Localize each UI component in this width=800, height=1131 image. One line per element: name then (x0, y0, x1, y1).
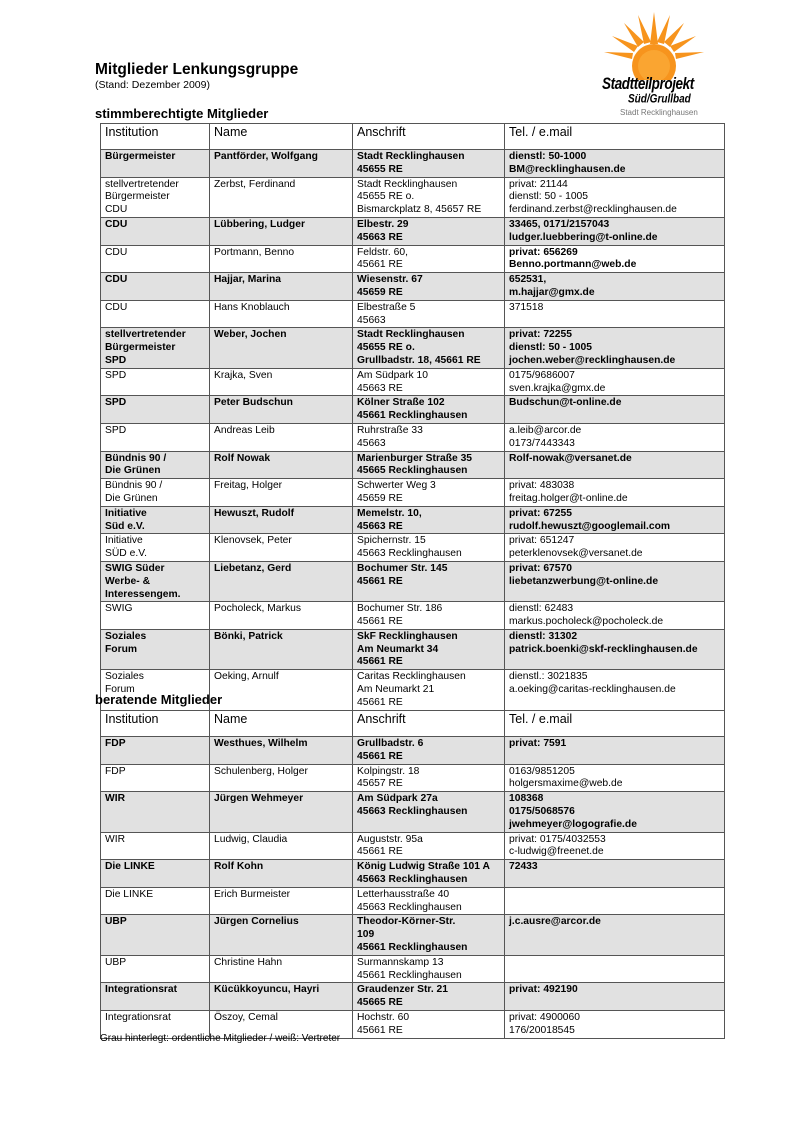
cell-name: Hans Knoblauch (210, 300, 353, 328)
cell-name: Christine Hahn (210, 955, 353, 983)
cell-address: Wiesenstr. 67 45659 RE (353, 273, 505, 301)
cell-contact: privat: 656269 Benno.portmann@web.de (505, 245, 725, 273)
cell-contact: privat: 21144 dienstl: 50 - 1005 ferdinand.zerbst@recklinghausen.de (505, 177, 725, 217)
cell-address: Letterhausstraße 40 45663 Recklinghausen (353, 887, 505, 915)
cell-contact: dienstl: 50-1000 BM@recklinghausen.de (505, 150, 725, 178)
cell-name: Rolf Nowak (210, 451, 353, 479)
cell-name: Zerbst, Ferdinand (210, 177, 353, 217)
cell-address: Graudenzer Str. 21 45665 RE (353, 983, 505, 1011)
col-contact: Tel. / e.mail (505, 124, 725, 150)
table-row (101, 479, 725, 507)
table-row (101, 764, 725, 792)
cell-institution: UBP (101, 955, 210, 983)
cell-address: Elbestr. 29 45663 RE (353, 217, 505, 245)
cell-name: Weber, Jochen (210, 328, 353, 368)
col-address: Anschrift (353, 711, 505, 737)
cell-name: Bönki, Patrick (210, 629, 353, 669)
cell-address: Bochumer Str. 145 45661 RE (353, 561, 505, 601)
section-beratend: beratende Mitglieder (95, 692, 223, 707)
cell-institution: Integrationsrat (101, 983, 210, 1011)
cell-name: Schulenberg, Holger (210, 764, 353, 792)
cell-contact: privat: 67570 liebetanzwerbung@t-online.de (505, 561, 725, 601)
cell-institution: Soziales Forum (101, 670, 210, 710)
cell-institution: Bündnis 90 / Die Grünen (101, 451, 210, 479)
footnote: Grau hinterlegt: ordentliche Mitglieder / weiß: Vertreter (100, 1033, 341, 1044)
logo-line-1: Stadtteilprojekt (602, 74, 694, 93)
cell-address: Marienburger Straße 35 45665 Recklinghausen (353, 451, 505, 479)
cell-contact: 72433 (505, 860, 725, 888)
cell-name: Freitag, Holger (210, 479, 353, 507)
cell-institution: SWIG (101, 602, 210, 630)
cell-name: Peter Budschun (210, 396, 353, 424)
cell-institution: WIR (101, 832, 210, 860)
cell-contact: privat: 72255 dienstl: 50 - 1005 jochen.weber@recklinghausen.de (505, 328, 725, 368)
cell-name: Krajka, Sven (210, 368, 353, 396)
cell-institution: FDP (101, 764, 210, 792)
cell-contact (505, 955, 725, 983)
col-contact: Tel. / e.mail (505, 711, 725, 737)
cell-institution: Die LINKE (101, 860, 210, 888)
logo-line-2: Süd/Grullbad (628, 93, 691, 107)
cell-address: Feldstr. 60, 45661 RE (353, 245, 505, 273)
col-institution: Institution (101, 124, 210, 150)
cell-address: Bochumer Str. 186 45661 RE (353, 602, 505, 630)
col-name: Name (210, 711, 353, 737)
table-stimmberechtigt (100, 123, 725, 711)
col-institution: Institution (101, 711, 210, 737)
table-row (101, 887, 725, 915)
table-header-row (101, 711, 725, 737)
table-row (101, 832, 725, 860)
table-row (101, 217, 725, 245)
cell-contact: Budschun@t-online.de (505, 396, 725, 424)
col-name: Name (210, 124, 353, 150)
cell-name: Oeking, Arnulf (210, 670, 353, 710)
cell-contact: dienstl: 62483 markus.pocholeck@pocholeck.de (505, 602, 725, 630)
cell-address: Auguststr. 95a 45661 RE (353, 832, 505, 860)
cell-institution: FDP (101, 737, 210, 765)
cell-address: Kölner Straße 102 45661 Recklinghausen (353, 396, 505, 424)
cell-address: Ruhrstraße 33 45663 (353, 423, 505, 451)
cell-contact: privat: 7591 (505, 737, 725, 765)
table-row (101, 423, 725, 451)
cell-contact: privat: 67255 rudolf.hewuszt@googlemail.com (505, 506, 725, 534)
table-row (101, 983, 725, 1011)
cell-address: Hochstr. 60 45661 RE (353, 1010, 505, 1038)
cell-address: Stadt Recklinghausen 45655 RE (353, 150, 505, 178)
table-row (101, 629, 725, 669)
table-row (101, 328, 725, 368)
cell-address: Am Südpark 10 45663 RE (353, 368, 505, 396)
cell-address: Surmannskamp 13 45661 Recklinghausen (353, 955, 505, 983)
cell-institution: SWIG Süder Werbe- & Interessengem. (101, 561, 210, 601)
logo (598, 10, 710, 122)
cell-contact (505, 887, 725, 915)
cell-contact: dienstl.: 3021835 a.oeking@caritas-recklinghausen.de (505, 670, 725, 710)
table-row (101, 368, 725, 396)
cell-address: SkF Recklinghausen Am Neumarkt 34 45661 RE (353, 629, 505, 669)
cell-name: Lübbering, Ludger (210, 217, 353, 245)
table-row (101, 737, 725, 765)
cell-institution: stellvertretender Bürgermeister SPD (101, 328, 210, 368)
cell-name: Hewuszt, Rudolf (210, 506, 353, 534)
cell-institution: CDU (101, 245, 210, 273)
table-row (101, 506, 725, 534)
cell-name: Portmann, Benno (210, 245, 353, 273)
cell-institution: SPD (101, 368, 210, 396)
table-row (101, 792, 725, 832)
cell-address: Caritas Recklinghausen Am Neumarkt 21 45661 RE (353, 670, 505, 710)
section-stimmberechtigt: stimmberechtigte Mitglieder (95, 106, 269, 121)
cell-institution: CDU (101, 273, 210, 301)
table-row (101, 396, 725, 424)
cell-name: Erich Burmeister (210, 887, 353, 915)
table-row (101, 915, 725, 955)
table-row (101, 860, 725, 888)
cell-name: Pantförder, Wolfgang (210, 150, 353, 178)
col-address: Anschrift (353, 124, 505, 150)
table-row (101, 561, 725, 601)
cell-name: Jürgen Wehmeyer (210, 792, 353, 832)
cell-contact: privat: 0175/4032553 c-ludwig@freenet.de (505, 832, 725, 860)
table-row (101, 602, 725, 630)
cell-name: Liebetanz, Gerd (210, 561, 353, 601)
cell-contact: Rolf-nowak@versanet.de (505, 451, 725, 479)
cell-name: Westhues, Wilhelm (210, 737, 353, 765)
cell-name: Kücükkoyuncu, Hayri (210, 983, 353, 1011)
cell-institution: SPD (101, 423, 210, 451)
cell-name: Andreas Leib (210, 423, 353, 451)
cell-contact: 33465, 0171/2157043 ludger.luebbering@t-online.de (505, 217, 725, 245)
cell-name: Jürgen Cornelius (210, 915, 353, 955)
cell-address: Memelstr. 10, 45663 RE (353, 506, 505, 534)
table-beratend (100, 710, 725, 1039)
cell-name: Pocholeck, Markus (210, 602, 353, 630)
cell-institution: Integrationsrat (101, 1010, 210, 1038)
cell-address: Stadt Recklinghausen 45655 RE o. Grullbadstr. 18, 45661 RE (353, 328, 505, 368)
sun-icon (598, 10, 710, 80)
cell-contact: privat: 483038 freitag.holger@t-online.de (505, 479, 725, 507)
cell-institution: SPD (101, 396, 210, 424)
table-row (101, 245, 725, 273)
cell-name: Rolf Kohn (210, 860, 353, 888)
cell-contact: 652531, m.hajjar@gmx.de (505, 273, 725, 301)
cell-institution: Initiative SÜD e.V. (101, 534, 210, 562)
cell-institution: CDU (101, 217, 210, 245)
cell-address: Kolpingstr. 18 45657 RE (353, 764, 505, 792)
cell-contact: a.leib@arcor.de 0173/7443343 (505, 423, 725, 451)
cell-contact: j.c.ausre@arcor.de (505, 915, 725, 955)
cell-institution: Die LINKE (101, 887, 210, 915)
table-row (101, 534, 725, 562)
cell-name: Ludwig, Claudia (210, 832, 353, 860)
cell-contact: 0175/9686007 sven.krajka@gmx.de (505, 368, 725, 396)
cell-contact: 371518 (505, 300, 725, 328)
table-row (101, 150, 725, 178)
table-row (101, 177, 725, 217)
cell-institution: UBP (101, 915, 210, 955)
cell-contact: 0163/9851205 holgersmaxime@web.de (505, 764, 725, 792)
cell-contact: dienstl: 31302 patrick.boenki@skf-recklinghausen.de (505, 629, 725, 669)
table-row (101, 300, 725, 328)
cell-contact: privat: 492190 (505, 983, 725, 1011)
cell-name: Öszoy, Cemal (210, 1010, 353, 1038)
cell-institution: WIR (101, 792, 210, 832)
cell-address: Schwerter Weg 3 45659 RE (353, 479, 505, 507)
cell-contact: 108368 0175/5068576 jwehmeyer@logografie.de (505, 792, 725, 832)
cell-address: Stadt Recklinghausen 45655 RE o. Bismarckplatz 8, 45657 RE (353, 177, 505, 217)
table-row (101, 273, 725, 301)
cell-institution: CDU (101, 300, 210, 328)
cell-institution: stellvertretender Bürgermeister CDU (101, 177, 210, 217)
cell-address: Am Südpark 27a 45663 Recklinghausen (353, 792, 505, 832)
cell-name: Klenovsek, Peter (210, 534, 353, 562)
cell-contact: privat: 4900060 176/20018545 (505, 1010, 725, 1038)
cell-address: König Ludwig Straße 101 A 45663 Recklinghausen (353, 860, 505, 888)
cell-contact: privat: 651247 peterklenovsek@versanet.de (505, 534, 725, 562)
table-row (101, 955, 725, 983)
table-row (101, 451, 725, 479)
logo-line-3: Stadt Recklinghausen (620, 108, 698, 117)
table-header-row (101, 124, 725, 150)
cell-institution: Initiative Süd e.V. (101, 506, 210, 534)
cell-address: Elbestraße 5 45663 (353, 300, 505, 328)
cell-name: Hajjar, Marina (210, 273, 353, 301)
cell-institution: Bürgermeister (101, 150, 210, 178)
cell-institution: Bündnis 90 / Die Grünen (101, 479, 210, 507)
cell-address: Theodor-Körner-Str. 109 45661 Recklinghausen (353, 915, 505, 955)
cell-address: Grullbadstr. 6 45661 RE (353, 737, 505, 765)
cell-institution: Soziales Forum (101, 629, 210, 669)
cell-address: Spichernstr. 15 45663 Recklinghausen (353, 534, 505, 562)
page-title: Mitglieder Lenkungsgruppe (95, 61, 299, 78)
page-subtitle: (Stand: Dezember 2009) (95, 79, 210, 91)
